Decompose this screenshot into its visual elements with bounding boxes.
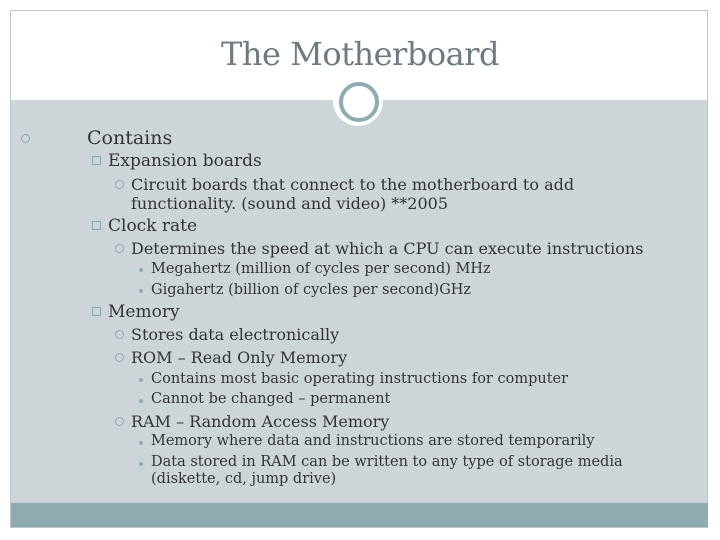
ring-bullet-icon <box>115 417 124 426</box>
ring-bullet-icon <box>21 134 30 143</box>
slide-title: The Motherboard <box>221 35 499 73</box>
footer-bar <box>11 503 708 527</box>
bullet-ram-storage-cont: (diskette, cd, jump drive) <box>151 471 337 487</box>
box-bullet-icon <box>92 307 101 316</box>
ring-bullet-icon <box>115 330 124 339</box>
bullet-stores-data: Stores data electronically <box>131 325 340 344</box>
ring-bullet-icon <box>115 180 124 189</box>
box-bullet-icon <box>92 156 101 165</box>
bullet-ram: RAM – Random Access Memory <box>131 412 390 431</box>
bullet-circuit-boards-cont: functionality. (sound and video) **2005 <box>131 194 449 213</box>
bullet-ram-temporary: Memory where data and instructions are stored temporarily <box>151 433 595 449</box>
ring-bullet-icon <box>115 353 124 362</box>
dot-bullet-icon <box>139 378 143 382</box>
dot-bullet-icon <box>139 441 143 445</box>
bullet-megahertz: Megahertz (million of cycles per second) MHz <box>151 261 491 277</box>
circle-ornament <box>339 82 379 122</box>
bullet-determines-speed: Determines the speed at which a CPU can execute instructions <box>131 239 644 258</box>
bullet-circuit-boards: Circuit boards that connect to the motherboard to add <box>131 175 575 194</box>
dot-bullet-icon <box>139 399 143 403</box>
dot-bullet-icon <box>139 289 143 293</box>
bullet-clock-rate: Clock rate <box>108 216 198 236</box>
bullet-memory: Memory <box>108 302 180 322</box>
bullet-gigahertz: Gigahertz (billion of cycles per second)GHz <box>151 282 472 298</box>
bullet-contains: Contains <box>87 127 173 149</box>
bullet-rom: ROM – Read Only Memory <box>131 348 348 367</box>
box-bullet-icon <box>92 221 101 230</box>
dot-bullet-icon <box>139 268 143 272</box>
bullet-expansion-boards: Expansion boards <box>108 151 262 171</box>
bullet-rom-permanent: Cannot be changed – permanent <box>151 391 391 407</box>
dot-bullet-icon <box>139 462 143 466</box>
bullet-ram-storage: Data stored in RAM can be written to any type of storage media <box>151 454 623 470</box>
ring-bullet-icon <box>115 244 124 253</box>
bullet-rom-instructions: Contains most basic operating instructions for computer <box>151 371 569 387</box>
